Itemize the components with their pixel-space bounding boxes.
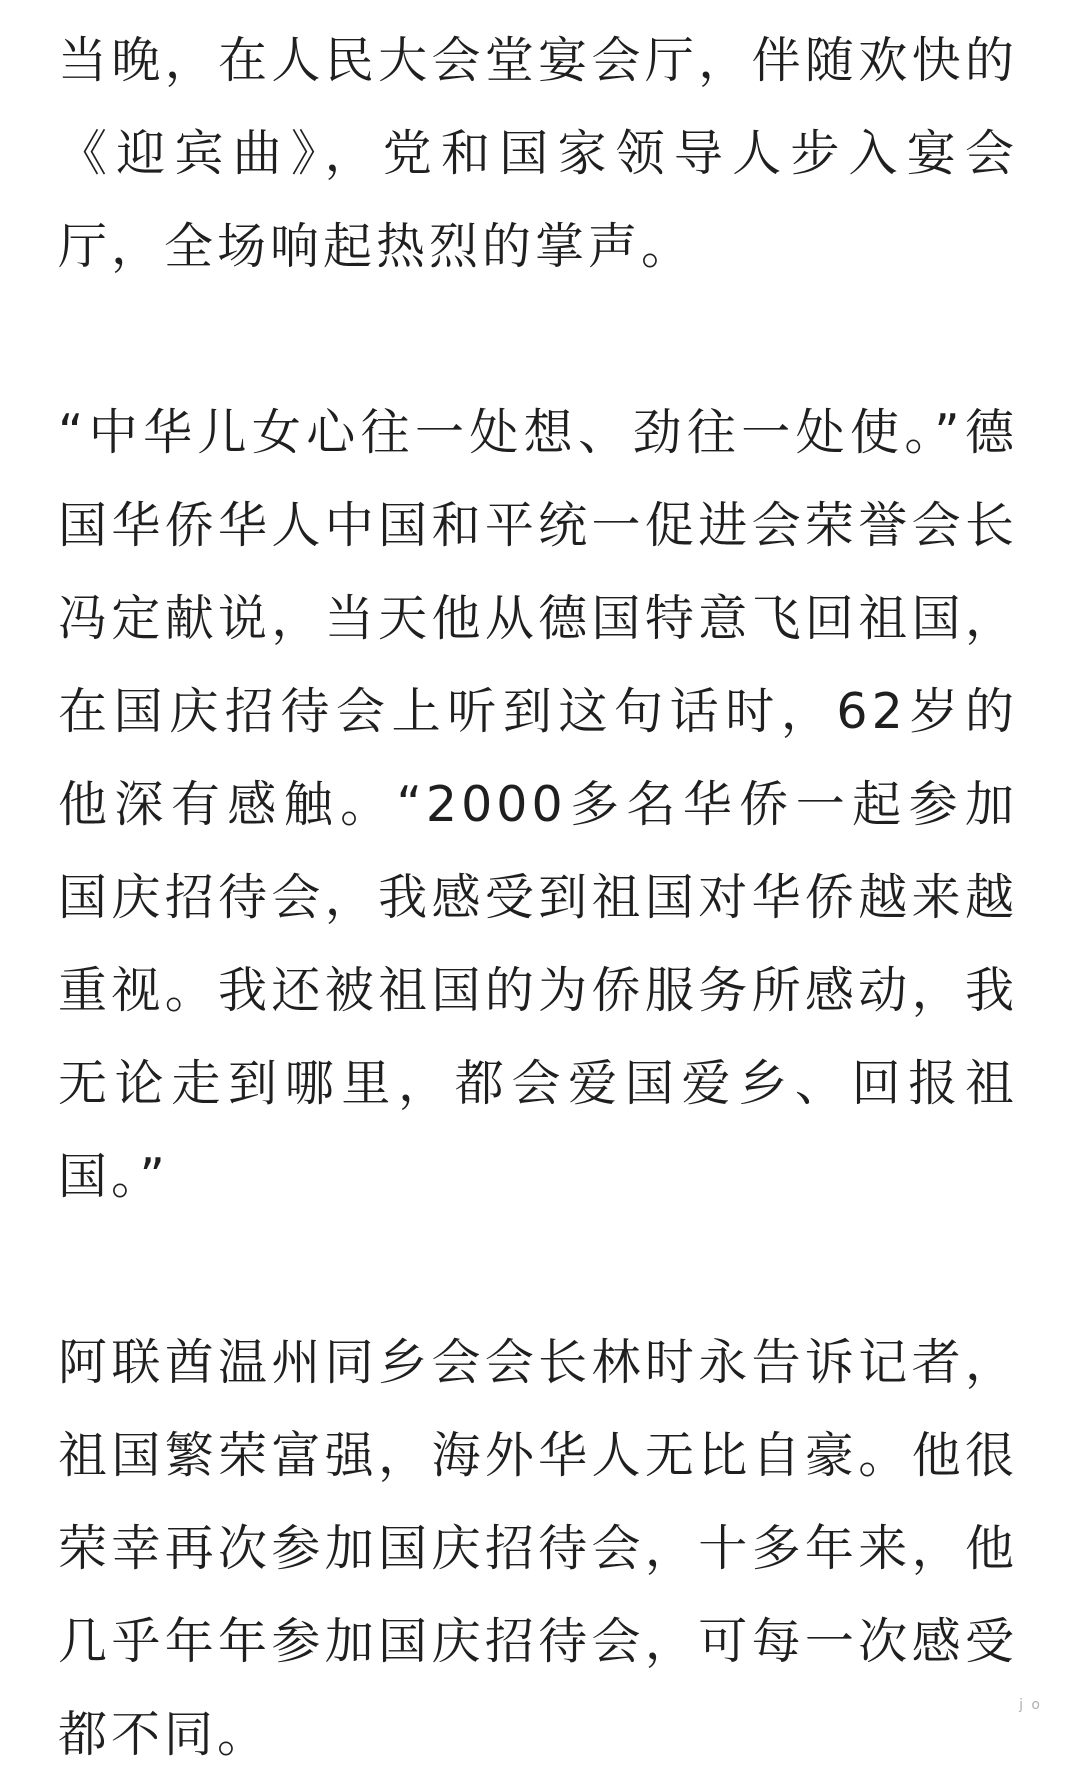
paragraph-spacer [58,293,1018,386]
paragraph-spacer [58,1223,1018,1316]
paragraph-feng-dingxian-quote: “中华儿女心往一处想、劲往一处使。”德国华侨华人中国和平统一促进会荣誉会长冯定献说，当天他从德国特意飞回祖国，在国庆招待会上听到这句话时，62岁的他深有感触。“2000多名华侨一起参加国庆招待会，我感受到祖国对华侨越来越重视。我还被祖国的为侨服务所感动，我无论走到哪里，都会爱国爱乡、回报祖国。” [58,404,1018,1205]
corner-watermark: j o [1019,1697,1042,1713]
paragraph-lin-shiyong: 阿联酋温州同乡会会长林时永告诉记者，祖国繁荣富强，海外华人无比自豪。他很荣幸再次参加国庆招待会，十多年来，他几乎年年参加国庆招待会，可每一次感受都不同。 [58,1334,1018,1763]
paragraph-banquet-opening: 当晚，在人民大会堂宴会厅，伴随欢快的《迎宾曲》，党和国家领导人步入宴会厅，全场响起热烈的掌声。 [58,32,1018,275]
article-body [58,14,1018,1781]
